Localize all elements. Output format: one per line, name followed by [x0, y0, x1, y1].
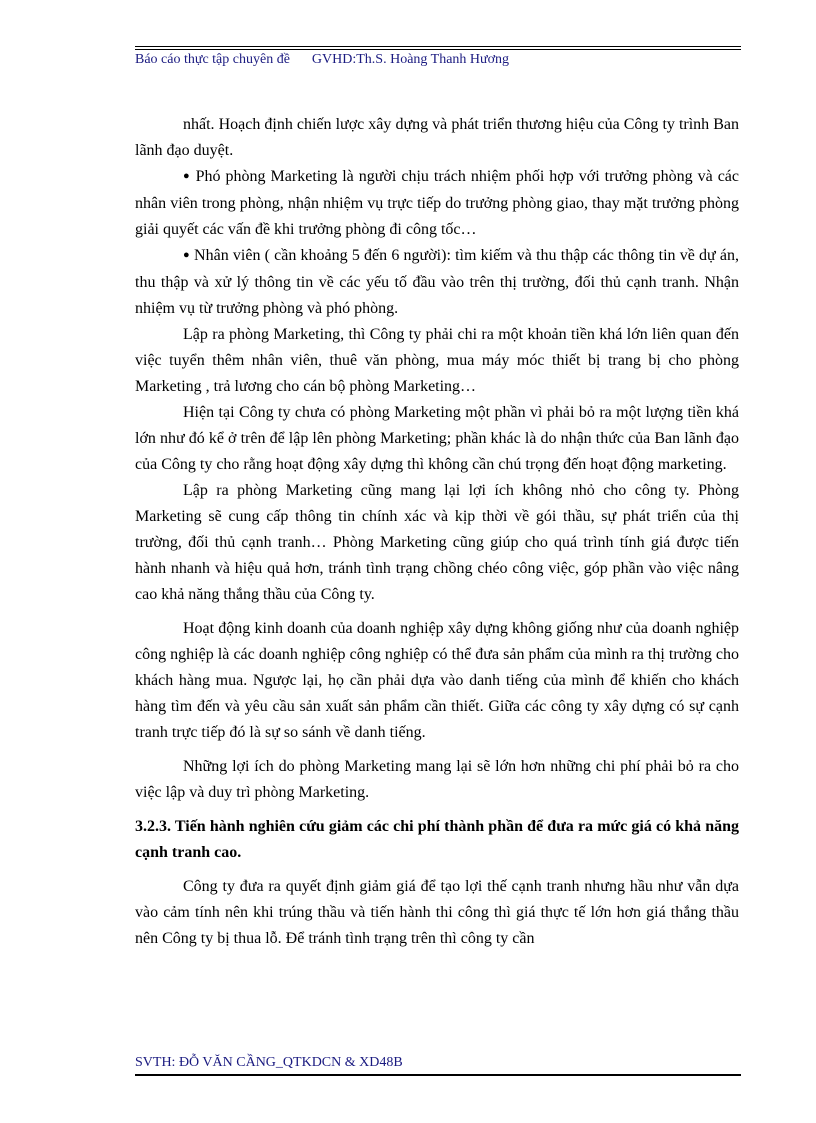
section-heading: 3.2.3. Tiến hành nghiên cứu giảm các chi phí thành phần để đưa ra mức giá có khả năng cạnh tranh cao.: [135, 818, 739, 861]
footer-rule: [135, 1074, 741, 1076]
paragraph-2-text: Phó phòng Marketing là người chịu trách nhiệm phối hợp với trưởng phòng và các nhân viên trong phòng, nhận nhiệm vụ trực tiếp do trưởng phòng giao, thay mặt trưởng phòng giải quyết các vấn đề khi trưởng phòng đi công tốc…: [135, 168, 739, 238]
paragraph-9: Công ty đưa ra quyết định giảm giá để tạo lợi thế cạnh tranh nhưng hầu như vẫn dựa vào cảm tính nên khi trúng thầu và tiến hành thi công thì giá thực tế lớn hơn giá thắng thầu nên Công ty bị thua lỗ. Để tránh tình trạng trên thì công ty cần: [135, 878, 739, 947]
paragraph-3: [135, 243, 739, 322]
paragraph-8: Những lợi ích do phòng Marketing mang lại sẽ lớn hơn những chi phí phải bỏ ra cho việc lập và duy trì phòng Marketing.: [135, 758, 739, 801]
page-body: [135, 112, 739, 952]
paragraph-1: nhất. Hoạch định chiến lược xây dựng và phát triển thương hiệu của Công ty trình Ban lãnh đạo duyệt.: [135, 116, 739, 159]
paragraph-2: [135, 164, 739, 243]
header-rule-top: [135, 46, 741, 47]
header-report-title: Báo cáo thực tập chuyên đề: [135, 52, 290, 67]
paragraph-5: Hiện tại Công ty chưa có phòng Marketing một phần vì phải bỏ ra một lượng tiền khá lớn như đó kể ở trên để lập lên phòng Marketing; phần khác là do nhận thức của Ban lãnh đạo của Công ty cho rằng hoạt động xây dựng thì không cần chú trọng đến hoạt động marketing.: [135, 404, 739, 473]
bullet-icon: ●: [183, 249, 190, 261]
header-advisor: GVHD:Th.S. Hoàng Thanh Hương: [311, 52, 510, 67]
header-rule-bottom: [135, 49, 741, 50]
paragraph-6: Lập ra phòng Marketing cũng mang lại lợi ích không nhỏ cho công ty. Phòng Marketing sẽ cung cấp thông tin chính xác và kịp thời về gói thầu, sự phát triển của thị trường, đối thủ cạnh tranh… Phòng Marketing cũng giúp cho quá trình tính giá được tiến hành nhanh và hiệu quả hơn, tránh tình trạng chồng chéo công việc, góp phần vào việc nâng cao khả năng thắng thầu của Công ty.: [135, 482, 739, 603]
page-header: [135, 52, 509, 68]
paragraph-4: Lập ra phòng Marketing, thì Công ty phải chi ra một khoản tiền khá lớn liên quan đến việc tuyển thêm nhân viên, thuê văn phòng, mua máy móc thiết bị trang bị cho phòng Marketing , trả lương cho cán bộ phòng Marketing…: [135, 326, 739, 395]
bullet-icon: ●: [183, 170, 191, 182]
page-footer: SVTH: ĐỖ VĂN CẦNG_QTKDCN & XD48B: [135, 1055, 403, 1070]
paragraph-7: Hoạt động kinh doanh của doanh nghiệp xây dựng không giống như của doanh nghiệp công nghiệp là các doanh nghiệp công nghiệp có thể đưa sản phẩm của mình ra thị trường cho khách hàng mua. Ngược lại, họ cần phải dựa vào danh tiếng của mình để khiến cho khách hàng tìm đến và yêu cầu sản xuất sản phẩm cần thiết. Giữa các công ty xây dựng có sự cạnh tranh trực tiếp đó là sự so sánh về danh tiếng.: [135, 620, 739, 741]
paragraph-3-text: Nhân viên ( cần khoảng 5 đến 6 người): tìm kiếm và thu thập các thông tin về dự án, thu thập và xử lý thông tin về các yếu tố đầu vào trên thị trường, đối thủ cạnh tranh. Nhận nhiệm vụ từ trưởng phòng và phó phòng.: [135, 247, 739, 317]
